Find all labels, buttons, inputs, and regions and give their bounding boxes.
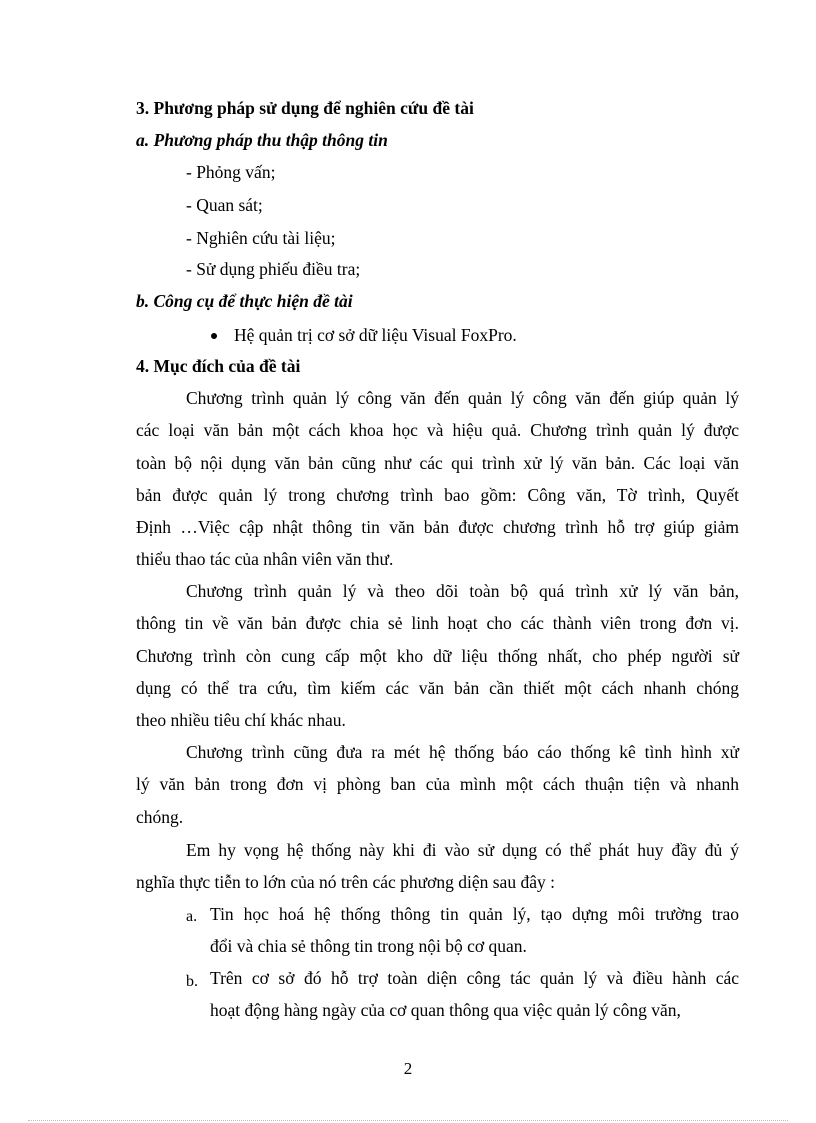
paragraph-line: dụng có thể tra cứu, tìm kiếm các văn bản cần thiết một cách nhanh chóng xyxy=(136,678,739,698)
list-item-line: Trên cơ sở đó hỗ trợ toàn diện công tác quản lý và điều hành các xyxy=(210,968,739,988)
paragraph-line: lý văn bản trong đơn vị phòng ban của mình một cách thuận tiện và nhanh xyxy=(136,774,739,794)
paragraph-line: Chương trình quản lý công văn đến quản lý công văn đến giúp quản lý xyxy=(186,388,739,408)
page-bottom-divider xyxy=(28,1120,788,1121)
paragraph-line: theo nhiều tiêu chí khác nhau. xyxy=(136,710,346,730)
paragraph-line: Định …Việc cập nhật thông tin văn bản được chương trình hỗ trợ giúp giảm xyxy=(136,517,739,537)
method-item: - Nghiên cứu tài liệu; xyxy=(186,228,336,248)
list-item-line: Tin học hoá hệ thống thông tin quản lý, tạo dựng môi trường trao xyxy=(210,904,739,924)
paragraph-line: chóng. xyxy=(136,807,184,827)
bullet-icon xyxy=(211,333,217,339)
paragraph-line: các loại văn bản một cách khoa học và hiệu quả. Chương trình quản lý được xyxy=(136,420,739,440)
section-4-heading: 4. Mục đích của đề tài xyxy=(136,356,301,376)
paragraph-line: Em hy vọng hệ thống này khi đi vào sử dụng có thể phát huy đầy đủ ý xyxy=(186,840,739,860)
list-item-line: hoạt động hàng ngày của cơ quan thông qua việc quản lý công văn, xyxy=(210,1000,681,1020)
paragraph-line: Chương trình còn cung cấp một kho dữ liệu thống nhất, cho phép người sử xyxy=(136,646,739,666)
tool-item: Hệ quản trị cơ sở dữ liệu Visual FoxPro. xyxy=(234,325,517,345)
paragraph-line: Chương trình cũng đưa ra mét hệ thống báo cáo thống kê tình hình xử xyxy=(186,742,739,762)
list-item-marker: a. xyxy=(186,908,198,925)
paragraph-line: Chương trình quản lý và theo dõi toàn bộ quá trình xử lý văn bản, xyxy=(186,581,739,601)
list-item-line: đổi và chia sẻ thông tin trong nội bộ cơ quan. xyxy=(210,936,527,956)
list-item-marker: b. xyxy=(186,973,198,990)
method-item: - Sử dụng phiếu điều tra; xyxy=(186,259,361,279)
method-item: - Quan sát; xyxy=(186,195,263,215)
section-3-heading: 3. Phương pháp sử dụng để nghiên cứu đề tài xyxy=(136,98,474,118)
subsection-a-heading: a. Phương pháp thu thập thông tin xyxy=(136,130,388,150)
paragraph-line: toàn bộ nội dụng văn bản cũng như các qui trình xử lý văn bản. Các loại văn xyxy=(136,453,739,473)
subsection-b-heading: b. Công cụ để thực hiện đề tài xyxy=(136,291,353,311)
paragraph-line: nghĩa thực tiễn to lớn của nó trên các phương diện sau đây : xyxy=(136,872,555,892)
paragraph-line: thông tin về văn bản được chia sẻ linh hoạt cho các thành viên trong đơn vị. xyxy=(136,613,739,633)
method-item: - Phỏng vấn; xyxy=(186,162,276,182)
paragraph-line: thiểu thao tác của nhân viên văn thư. xyxy=(136,549,394,569)
page-number: 2 xyxy=(403,1059,413,1078)
paragraph-line: bản được quản lý trong chương trình bao gồm: Công văn, Tờ trình, Quyết xyxy=(136,485,739,505)
